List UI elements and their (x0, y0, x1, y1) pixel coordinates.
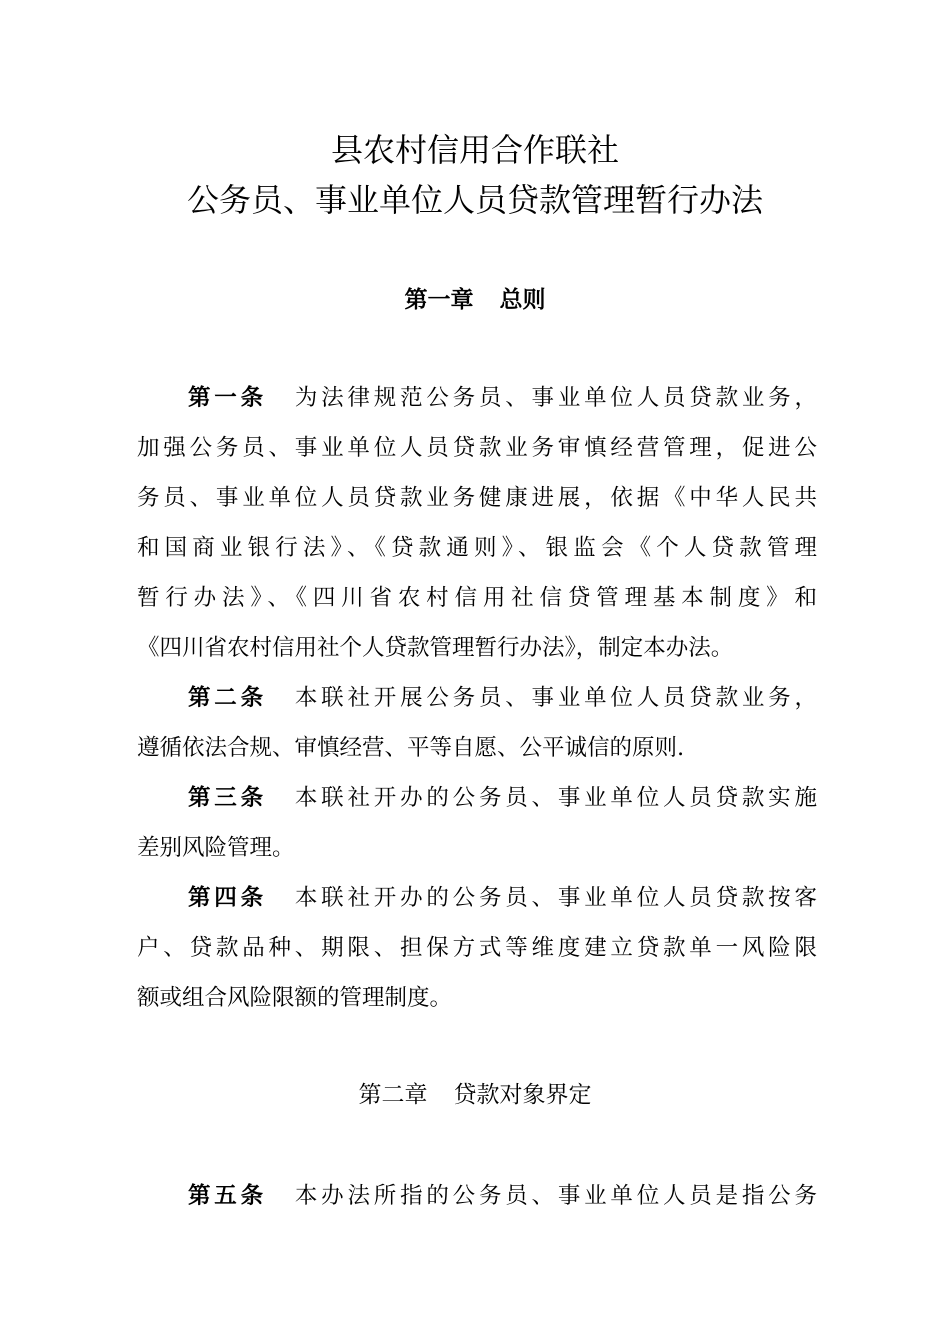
article-2-line-2: 遵循依法合规、审慎经营、平等自愿、公平诚信的原则. (137, 735, 685, 761)
chapter-number: 第二章 (358, 1082, 428, 1108)
article-5-line-1 (188, 1180, 817, 1212)
document-title-line2: 公务员、事业单位人员贷款管理暂行办法 (186, 181, 763, 219)
article-3-line-1 (188, 782, 817, 814)
article-4-line-1 (188, 882, 817, 914)
chapter-heading-1 (0, 285, 950, 315)
chapter-title: 总则 (499, 287, 546, 313)
article-text: 本联社开办的公务员、事业单位人员贷款实施 (294, 785, 817, 811)
article-1-line-4: 和国商业银行法》、《贷款通则》、银监会《个人贷款管理 (137, 535, 817, 561)
article-1-line-5: 暂行办法》、《四川省农村信用社信贷管理基本制度》和 (137, 585, 817, 611)
chapter-heading-2 (0, 1080, 950, 1110)
document-title-line1: 县农村信用合作联社 (330, 131, 619, 169)
article-1-line-2: 加强公务员、事业单位人员贷款业务审慎经营管理，促进公 (137, 435, 817, 461)
article-text: 本联社开展公务员、事业单位人员贷款业务， (294, 685, 817, 711)
article-4-line-3: 额或组合风险限额的管理制度。 (137, 985, 453, 1011)
article-label: 第四条 (188, 885, 267, 911)
article-2-line-1 (188, 682, 817, 714)
article-1-line-1 (188, 382, 817, 414)
article-4-line-2: 户、贷款品种、期限、担保方式等维度建立贷款单一风险限 (137, 935, 817, 961)
article-1-line-3: 务员、事业单位人员贷款业务健康进展，依据《中华人民共 (137, 485, 817, 511)
article-label: 第三条 (188, 785, 267, 811)
article-text: 本办法所指的公务员、事业单位人员是指公务 (294, 1183, 817, 1209)
chapter-title: 贷款对象界定 (453, 1082, 592, 1108)
article-label: 第二条 (188, 685, 267, 711)
article-3-line-2: 差别风险管理。 (137, 835, 295, 861)
article-text: 本联社开办的公务员、事业单位人员贷款按客 (294, 885, 817, 911)
article-label: 第五条 (188, 1183, 267, 1209)
article-1-line-6: 《四川省农村信用社个人贷款管理暂行办法》，制定本办法。 (137, 635, 734, 661)
article-text: 为法律规范公务员、事业单位人员贷款业务， (294, 385, 817, 411)
article-label: 第一条 (188, 385, 267, 411)
chapter-number: 第一章 (404, 287, 474, 313)
